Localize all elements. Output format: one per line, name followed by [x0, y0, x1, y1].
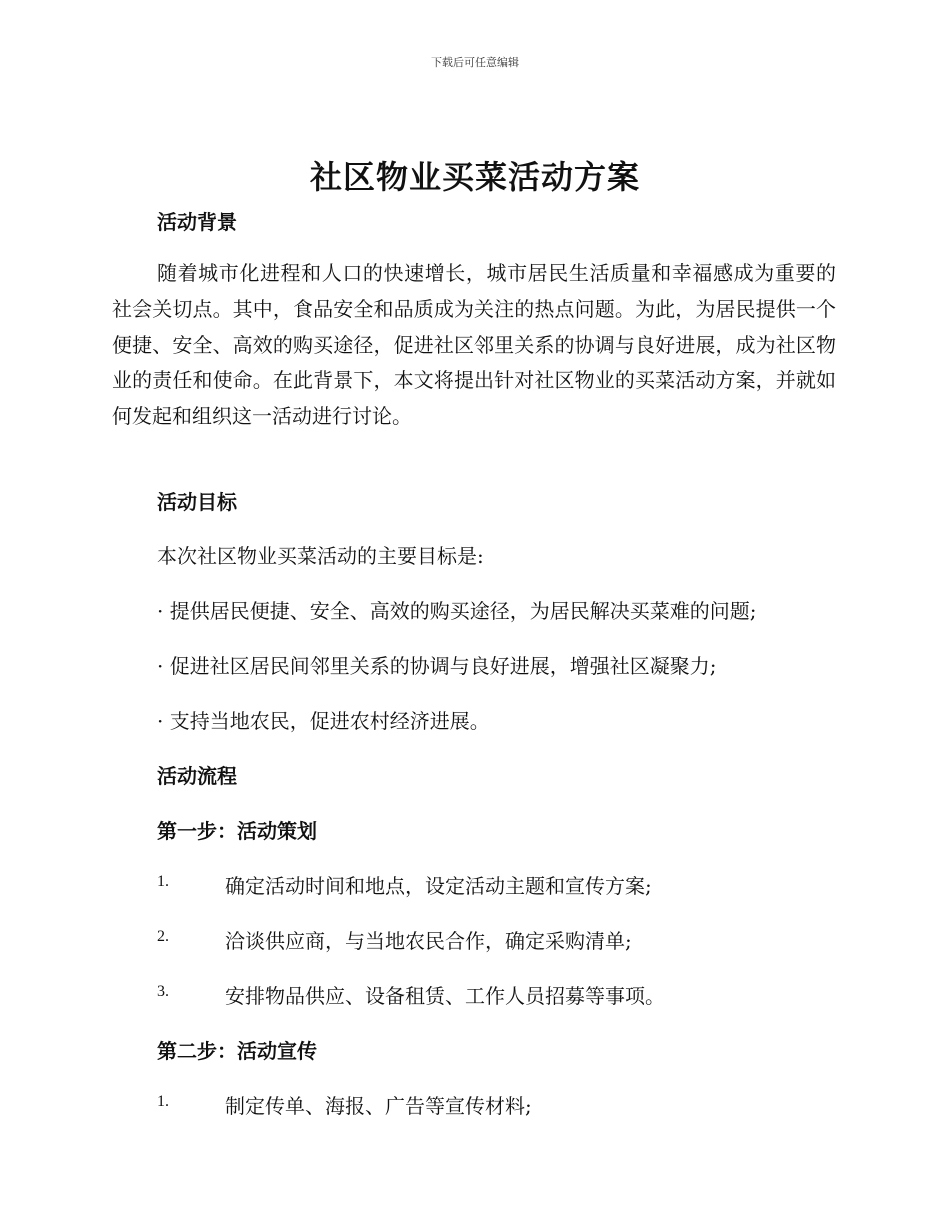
- heading-goals: 活动目标: [157, 490, 237, 514]
- item-text: 确定活动时间和地点，设定活动主题和宣传方案;: [225, 874, 652, 898]
- item-number: 2.: [157, 928, 169, 945]
- goal-bullet-3: · 支持当地农民，促进农村经济进展。: [157, 709, 490, 733]
- heading-process: 活动流程: [157, 764, 237, 788]
- item-number: 3.: [157, 983, 169, 1000]
- background-paragraph: 随着城市化进程和人口的快速增长，城市居民生活质量和幸福感成为重要的社会关切点。其中，食品安全和品质成为关注的热点问题。为此，为居民提供一个便捷、安全、高效的购买途径，促进社区邻里关系的协调与良好进展，成为社区物业的责任和使命。在此背景下，本文将提出针对社区物业的买菜活动方案，并就如何发起和组织这一活动进行讨论。: [112, 261, 836, 429]
- goal-bullet-2: · 促进社区居民间邻里关系的协调与良好进展，增强社区凝聚力;: [157, 654, 717, 678]
- item-number: 1.: [157, 873, 169, 890]
- item-number: 1.: [157, 1093, 169, 1110]
- goals-intro: 本次社区物业买菜活动的主要目标是:: [157, 544, 484, 568]
- goal-bullet-1: · 提供居民便捷、安全、高效的购买途径，为居民解决买菜难的问题;: [157, 599, 757, 623]
- header-note: 下载后可任意编辑: [431, 56, 519, 69]
- item-text: 安排物品供应、设备租赁、工作人员招募等事项。: [225, 984, 665, 1008]
- heading-step-2: 第二步：活动宣传: [157, 1039, 317, 1063]
- item-text: 洽谈供应商，与当地农民合作，确定采购清单;: [225, 929, 632, 953]
- item-text: 制定传单、海报、广告等宣传材料;: [225, 1094, 532, 1118]
- heading-background: 活动背景: [157, 210, 237, 234]
- document-title: 社区物业买菜活动方案: [309, 158, 640, 196]
- heading-step-1: 第一步：活动策划: [157, 819, 317, 843]
